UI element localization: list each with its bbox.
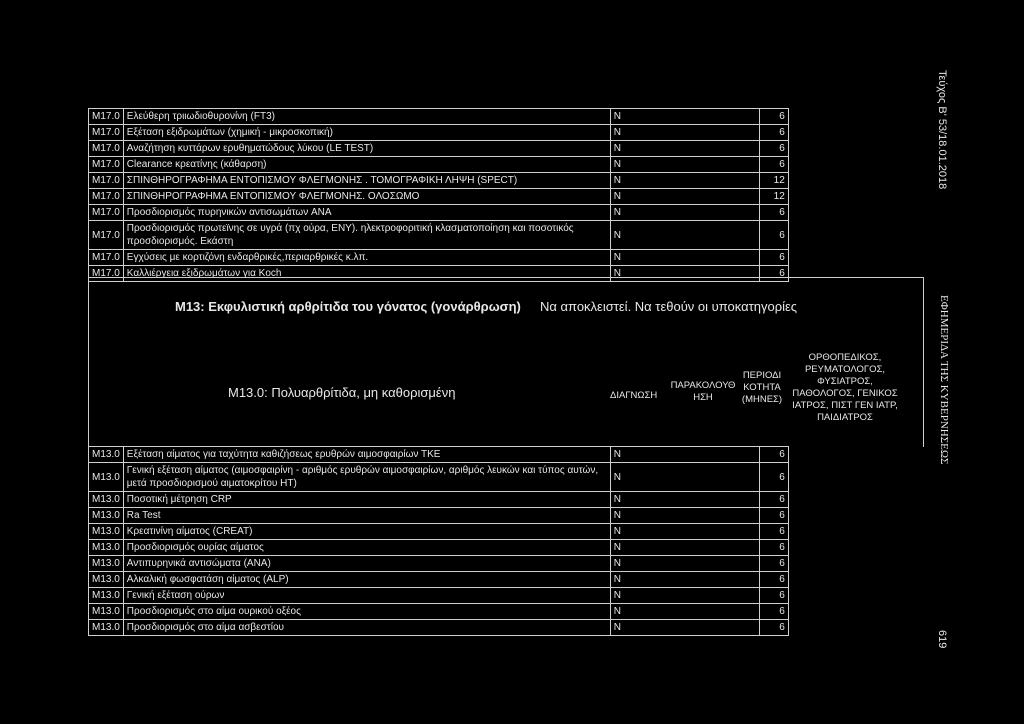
code-cell: M17.0 <box>89 205 124 221</box>
period-cell: 6 <box>759 157 788 173</box>
table-row <box>89 492 883 508</box>
table-row <box>89 524 883 540</box>
description-cell: Εγχύσεις με κορτιζόνη ενδαρθρικές,περιαρθρικές κ.λπ. <box>123 250 610 266</box>
code-cell: M13.0 <box>89 463 124 492</box>
period-cell: 6 <box>759 109 788 125</box>
m13-0-heading: M13.0: Πολυαρθρίτιδα, μη καθορισμένη <box>228 385 456 400</box>
description-cell: Προσδιορισμός στο αίμα ουρικού οξέος <box>123 604 610 620</box>
description-cell: Ra Test <box>123 508 610 524</box>
empty-cell <box>788 125 883 141</box>
flag-cell: N <box>610 463 759 492</box>
col-period: ΠΕΡΙΟΔΙΚΟΤΗΤΑ (ΜΗΝΕΣ) <box>741 370 783 405</box>
empty-cell <box>788 540 883 556</box>
table-row <box>89 447 883 463</box>
flag-cell: N <box>610 556 759 572</box>
description-cell: Προσδιορισμός πρωτεϊνης σε υγρά (πχ ούρα, ΕΝΥ). ηλεκτροφοριτική κλασματοποίηση και ποσοτικός προσδιορισμός. Εκάστη <box>123 221 610 250</box>
empty-cell <box>788 508 883 524</box>
col-doctors: ΟΡΘΟΠΕΔΙΚΟΣ, ΡΕΥΜΑΤΟΛΟΓΟΣ, ΦΥΣΙΑΤΡΟΣ, ΠΑΘΟΛΟΓΟΣ, ΓΕΝΙΚΟΣ ΙΑΤΡΟΣ, ΠΙΣΤ ΓΕΝ ΙΑΤΡ, ΠΑΙΔΙΑΤΡΟΣ <box>792 352 898 423</box>
description-cell: ΣΠΙΝΘΗΡΟΓΡΑΦΗΜΑ ΕΝΤΟΠΙΣΜΟΥ ΦΛΕΓΜΟΝΗΣ. ΟΛΟΣΩΜΟ <box>123 189 610 205</box>
description-cell: Ελεύθερη τριιωδιοθυρονίνη (FT3) <box>123 109 610 125</box>
table-row <box>89 250 883 266</box>
period-cell: 6 <box>759 508 788 524</box>
empty-cell <box>788 492 883 508</box>
period-cell: 12 <box>759 173 788 189</box>
description-cell: Γενική εξέταση ούρων <box>123 588 610 604</box>
table-row <box>89 572 883 588</box>
gazette-label: ΕΦΗΜΕΡΙΔΑ ΤΗΣ ΚΥΒΕΡΝΗΣΕΩΣ <box>938 295 950 465</box>
table-row <box>89 141 883 157</box>
period-cell: 6 <box>759 492 788 508</box>
table-row <box>89 125 883 141</box>
empty-cell <box>788 588 883 604</box>
description-cell: Προσδιορισμός ουρίας αίματος <box>123 540 610 556</box>
empty-cell <box>788 250 883 266</box>
flag-cell: N <box>610 524 759 540</box>
code-cell: M17.0 <box>89 189 124 205</box>
empty-cell <box>788 604 883 620</box>
code-cell: M13.0 <box>89 447 124 463</box>
col-diagnosis: ΔΙΑΓΝΩΣΗ <box>610 390 658 401</box>
description-cell: Ποσοτική μέτρηση CRP <box>123 492 610 508</box>
description-cell: Γενική εξέταση αίματος (αιμοσφαιρίνη - αριθμός ερυθρών αιμοσφαιρίων, αριθμός λευκών και τύπος αυτών, μετά προσδιορισμού αιματοκρίτου HT) <box>123 463 610 492</box>
code-cell: M13.0 <box>89 556 124 572</box>
period-cell: 6 <box>759 604 788 620</box>
m13-title: M13: Εκφυλιστική αρθρίτιδα του γόνατος (γονάρθρωση) <box>175 299 521 314</box>
code-cell: M17.0 <box>89 125 124 141</box>
code-cell: M13.0 <box>89 604 124 620</box>
empty-cell <box>788 205 883 221</box>
table-row <box>89 588 883 604</box>
code-cell: M17.0 <box>89 173 124 189</box>
empty-cell <box>788 556 883 572</box>
flag-cell: N <box>610 604 759 620</box>
period-cell: 6 <box>759 447 788 463</box>
code-cell: M13.0 <box>89 524 124 540</box>
empty-cell <box>788 141 883 157</box>
flag-cell: N <box>610 189 759 205</box>
table-row <box>89 189 883 205</box>
table-row <box>89 157 883 173</box>
empty-cell <box>788 221 883 250</box>
table-row <box>89 463 883 492</box>
flag-cell: N <box>610 447 759 463</box>
code-cell: M13.0 <box>89 572 124 588</box>
code-cell: M13.0 <box>89 508 124 524</box>
empty-cell <box>788 524 883 540</box>
flag-cell: N <box>610 508 759 524</box>
table-row <box>89 540 883 556</box>
flag-cell: N <box>610 266 759 282</box>
code-cell: M17.0 <box>89 157 124 173</box>
empty-cell <box>788 189 883 205</box>
table-row <box>89 221 883 250</box>
table-row <box>89 620 883 636</box>
m17-table <box>88 108 883 282</box>
period-cell: 6 <box>759 266 788 282</box>
flag-cell: N <box>610 173 759 189</box>
description-cell: Clearance κρεατίνης (κάθαρση) <box>123 157 610 173</box>
empty-cell <box>788 620 883 636</box>
flag-cell: N <box>610 540 759 556</box>
flag-cell: N <box>610 492 759 508</box>
description-cell: Εξέταση αίματος για ταχύτητα καθιζήσεως ερυθρών αιμοσφαιρίων ΤΚΕ <box>123 447 610 463</box>
flag-cell: N <box>610 157 759 173</box>
description-cell: Κρεατινίνη αίματος (CREAT) <box>123 524 610 540</box>
description-cell: Καλλιέργεια εξιδρωμάτων για Koch <box>123 266 610 282</box>
m13-subtitle: Να αποκλειστεί. Να τεθούν οι υποκατηγορίες <box>540 299 798 314</box>
period-cell: 6 <box>759 125 788 141</box>
flag-cell: N <box>610 221 759 250</box>
description-cell: Αντιπυρηνικά αντισώματα (ANA) <box>123 556 610 572</box>
description-cell: Εξέταση εξιδρωμάτων (χημική - μικροσκοπική) <box>123 125 610 141</box>
code-cell: M17.0 <box>89 141 124 157</box>
code-cell: M13.0 <box>89 588 124 604</box>
issue-label: Τεύχος Β' 53/18.01.2018 <box>936 70 948 190</box>
col-follow-up: ΠΑΡΑΚΟΛΟΥΘΗΣΗ <box>670 380 736 403</box>
period-cell: 6 <box>759 141 788 157</box>
description-cell: Αναζήτηση κυττάρων ερυθηματώδους λύκου (LE TEST) <box>123 141 610 157</box>
period-cell: 6 <box>759 205 788 221</box>
period-cell: 6 <box>759 556 788 572</box>
empty-cell <box>788 109 883 125</box>
description-cell: ΣΠΙΝΘΗΡΟΓΡΑΦΗΜΑ ΕΝΤΟΠΙΣΜΟΥ ΦΛΕΓΜΟΝΗΣ . ΤΟΜΟΓΡΑΦΙΚΗ ΛΗΨΗ (SPECT) <box>123 173 610 189</box>
period-cell: 6 <box>759 463 788 492</box>
empty-cell <box>788 572 883 588</box>
description-cell: Προσδιορισμός πυρηνικών αντισωμάτων ANA <box>123 205 610 221</box>
flag-cell: N <box>610 109 759 125</box>
table-row <box>89 508 883 524</box>
code-cell: M13.0 <box>89 540 124 556</box>
period-cell: 6 <box>759 221 788 250</box>
description-cell: Προσδιορισμός στο αίμα ασβεστίου <box>123 620 610 636</box>
table-row <box>89 205 883 221</box>
table-row <box>89 173 883 189</box>
code-cell: M17.0 <box>89 250 124 266</box>
flag-cell: N <box>610 125 759 141</box>
flag-cell: N <box>610 250 759 266</box>
period-cell: 6 <box>759 620 788 636</box>
m13-table <box>88 446 883 636</box>
empty-cell <box>788 157 883 173</box>
description-cell: Αλκαλική φωσφατάση αίματος (ALP) <box>123 572 610 588</box>
period-cell: 6 <box>759 250 788 266</box>
code-cell: M13.0 <box>89 492 124 508</box>
empty-cell <box>788 447 883 463</box>
period-cell: 6 <box>759 540 788 556</box>
table-row <box>89 556 883 572</box>
table-row <box>89 109 883 125</box>
flag-cell: N <box>610 572 759 588</box>
flag-cell: N <box>610 205 759 221</box>
code-cell: M13.0 <box>89 620 124 636</box>
period-cell: 12 <box>759 189 788 205</box>
flag-cell: N <box>610 141 759 157</box>
flag-cell: N <box>610 620 759 636</box>
period-cell: 6 <box>759 572 788 588</box>
period-cell: 6 <box>759 524 788 540</box>
flag-cell: N <box>610 588 759 604</box>
code-cell: M17.0 <box>89 221 124 250</box>
code-cell: M17.0 <box>89 266 124 282</box>
empty-cell <box>788 463 883 492</box>
empty-cell <box>788 173 883 189</box>
page-number: 619 <box>936 630 948 649</box>
table-row <box>89 604 883 620</box>
period-cell: 6 <box>759 588 788 604</box>
code-cell: M17.0 <box>89 109 124 125</box>
